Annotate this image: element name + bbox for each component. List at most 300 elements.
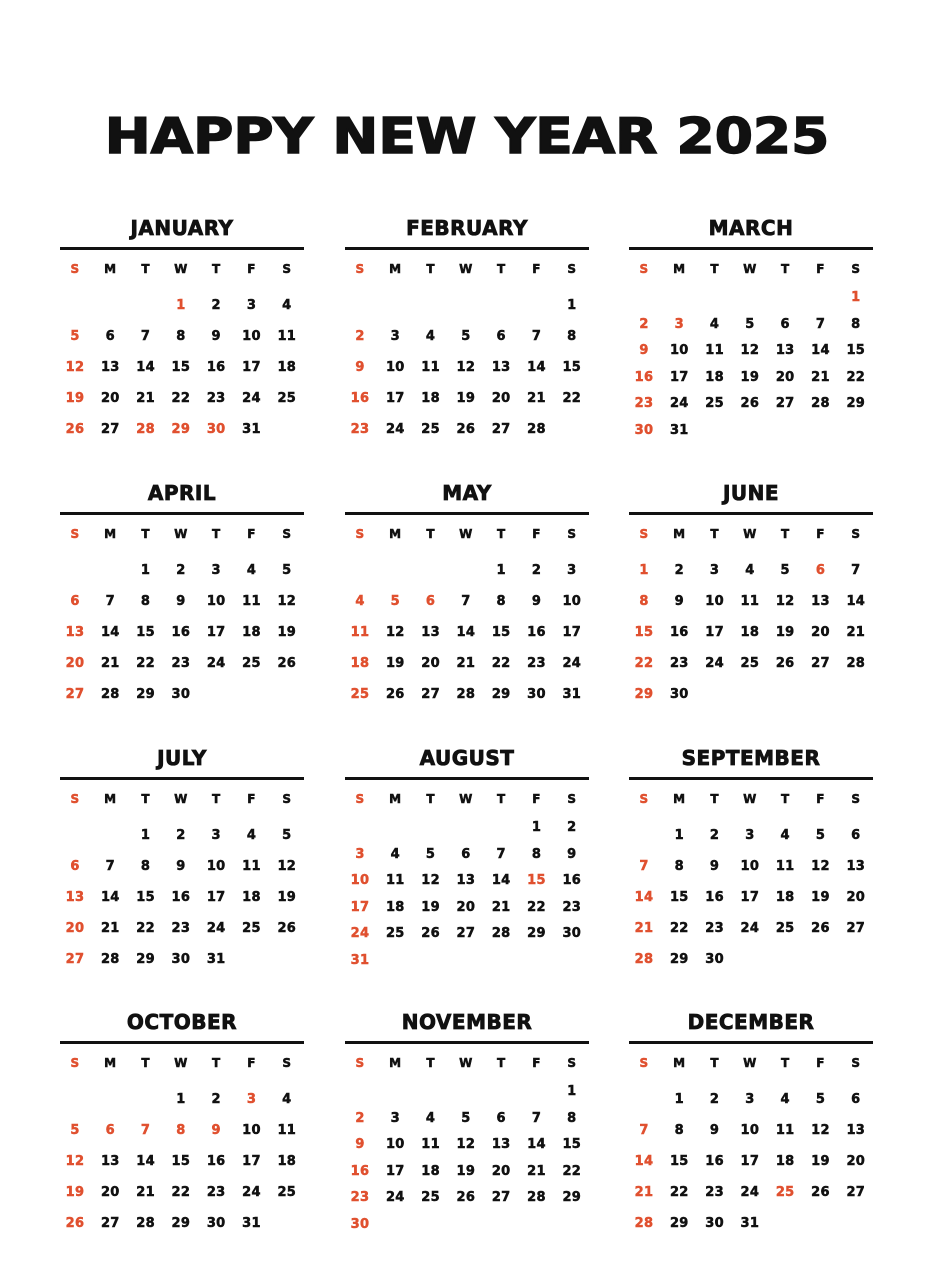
date-cell: 31 (206, 952, 226, 967)
date-cell: 24 (669, 396, 689, 411)
date-cell: 16 (171, 890, 191, 905)
divider (60, 1041, 304, 1044)
date-cell: 7 (461, 594, 471, 609)
weekday-label: T (710, 527, 719, 541)
divider (60, 247, 304, 250)
date-cell: 27 (491, 422, 511, 437)
date-cell: 5 (390, 594, 400, 609)
date-cell: 11 (277, 329, 297, 344)
date-cell: 8 (674, 859, 684, 874)
date-cell: 20 (846, 1154, 866, 1169)
date-cell: 20 (100, 391, 120, 406)
date-cell: 9 (355, 1137, 365, 1152)
date-cell: 11 (705, 343, 724, 358)
date-cell: 28 (456, 687, 476, 702)
date-cell: 28 (634, 952, 654, 967)
date-cell: 13 (65, 890, 85, 905)
date-cell: 30 (669, 687, 689, 702)
date-cell: 27 (421, 687, 440, 702)
date-cell: 23 (206, 391, 226, 406)
date-cell: 2 (211, 1092, 221, 1107)
weekday-label: T (496, 1056, 506, 1070)
date-cell: 28 (136, 1216, 155, 1231)
date-cell: 19 (421, 899, 440, 915)
date-cell: 5 (425, 846, 436, 862)
date-cell: 7 (140, 1123, 151, 1138)
date-cell: 29 (669, 1216, 689, 1231)
date-cell: 2 (176, 828, 186, 843)
weekday-label: T (780, 792, 790, 806)
date-cell: 18 (421, 1163, 440, 1179)
date-cell: 6 (105, 329, 115, 344)
date-cell: 14 (100, 625, 120, 640)
date-cell: 25 (242, 656, 261, 671)
date-cell: 9 (639, 343, 649, 358)
date-cell: 2 (674, 563, 684, 578)
date-cell: 4 (282, 1092, 292, 1107)
date-cell: 9 (709, 1123, 720, 1138)
date-cell: 1 (140, 828, 151, 843)
date-cell: 14 (136, 1154, 155, 1169)
date-cell: 22 (491, 656, 511, 671)
date-cell: 14 (136, 360, 155, 375)
month-january (60, 210, 304, 470)
date-cell: 4 (745, 563, 755, 578)
date-cell: 21 (136, 1185, 155, 1200)
date-cell: 17 (242, 360, 261, 375)
month-name: FEBRUARY (406, 216, 528, 240)
divider (629, 512, 873, 515)
date-cell: 24 (385, 1190, 405, 1205)
weekday-label: S (567, 527, 577, 541)
date-cell: 5 (745, 316, 755, 332)
weekday-label: T (211, 527, 221, 541)
weekday-label: F (247, 527, 256, 541)
weekday-label: F (816, 527, 825, 541)
weekday-label: T (211, 262, 221, 276)
weekday-label: W (459, 527, 473, 541)
weekday-label: T (426, 1056, 435, 1070)
date-cell: 15 (527, 873, 546, 888)
date-cell: 30 (206, 1216, 226, 1231)
weekday-label: T (426, 527, 435, 541)
date-cell: 28 (527, 422, 546, 437)
weekday-label: S (639, 792, 649, 806)
weekday-label: S (282, 262, 292, 276)
date-cell: 19 (65, 1185, 85, 1200)
date-cell: 19 (456, 391, 476, 406)
date-cell: 29 (171, 422, 191, 437)
date-cell: 24 (740, 1185, 760, 1200)
date-cell: 5 (461, 1110, 471, 1126)
date-cell: 25 (277, 391, 297, 406)
date-cell: 11 (385, 873, 405, 888)
month-name: NOVEMBER (401, 1010, 533, 1034)
date-cell: 20 (456, 899, 476, 915)
date-cell: 21 (100, 656, 120, 671)
date-cell: 7 (815, 316, 826, 332)
date-cell: 29 (136, 952, 155, 967)
date-cell: 24 (242, 1185, 261, 1200)
date-cell: 29 (136, 687, 155, 702)
weekday-label: W (174, 792, 188, 806)
date-cell: 13 (811, 594, 830, 609)
date-cell: 31 (242, 1216, 261, 1231)
date-cell: 16 (705, 890, 724, 905)
date-cell: 24 (206, 656, 226, 671)
date-cell: 22 (527, 899, 546, 915)
date-cell: 27 (775, 396, 795, 411)
date-cell: 27 (100, 1216, 120, 1231)
date-cell: 10 (740, 1123, 760, 1138)
month-name: SEPTEMBER (681, 746, 821, 770)
weekday-label: W (459, 1056, 473, 1070)
date-cell: 26 (277, 656, 297, 671)
date-cell: 6 (780, 316, 790, 332)
date-cell: 15 (669, 1154, 689, 1169)
date-cell: 24 (350, 926, 370, 941)
date-cell: 26 (456, 1190, 476, 1205)
date-cell: 17 (562, 625, 582, 640)
divider (629, 777, 873, 780)
date-cell: 29 (846, 396, 866, 411)
weekday-label: T (496, 527, 506, 541)
date-cell: 19 (277, 625, 297, 640)
date-cell: 14 (634, 1154, 654, 1169)
date-cell: 20 (775, 369, 795, 385)
date-cell: 17 (669, 369, 689, 385)
date-cell: 5 (282, 563, 292, 578)
date-cell: 30 (562, 926, 582, 941)
date-cell: 25 (775, 1185, 795, 1200)
date-cell: 26 (65, 422, 85, 437)
date-cell: 6 (461, 846, 471, 862)
divider (345, 777, 589, 780)
date-cell: 28 (527, 1190, 546, 1205)
weekday-label: S (851, 527, 861, 541)
month-name: JULY (157, 746, 207, 770)
date-cell: 22 (171, 1185, 191, 1200)
date-cell: 7 (639, 859, 649, 874)
date-cell: 3 (211, 828, 221, 843)
date-cell: 7 (531, 1110, 542, 1126)
weekday-label: F (532, 1056, 541, 1070)
date-cell: 1 (674, 828, 684, 843)
date-cell: 13 (491, 360, 511, 375)
month-october (60, 1004, 304, 1264)
date-cell: 14 (846, 594, 866, 609)
date-cell: 18 (775, 1154, 795, 1169)
weekday-label: W (459, 792, 473, 806)
date-cell: 1 (496, 563, 506, 578)
date-cell: 9 (176, 594, 186, 609)
date-cell: 23 (350, 422, 370, 437)
date-cell: 9 (567, 846, 577, 862)
date-cell: 30 (705, 952, 724, 967)
divider (345, 247, 589, 250)
date-cell: 21 (491, 899, 511, 915)
date-cell: 12 (385, 625, 405, 640)
date-cell: 21 (136, 391, 155, 406)
weekday-label: M (389, 1056, 402, 1070)
date-cell: 3 (211, 563, 221, 578)
date-cell: 6 (105, 1123, 115, 1138)
date-cell: 11 (277, 1123, 297, 1138)
divider (60, 777, 304, 780)
weekday-label: S (851, 1056, 861, 1070)
date-cell: 31 (669, 422, 689, 438)
date-cell: 28 (136, 422, 155, 437)
date-cell: 4 (355, 594, 365, 609)
date-cell: 30 (171, 952, 191, 967)
date-cell: 31 (350, 952, 370, 968)
date-cell: 10 (669, 343, 689, 358)
month-february (345, 210, 589, 470)
weekday-label: W (743, 1056, 757, 1070)
date-cell: 24 (705, 656, 724, 671)
date-cell: 21 (846, 625, 866, 640)
date-cell: 26 (456, 422, 476, 437)
weekday-label: M (104, 527, 117, 541)
date-cell: 22 (171, 391, 191, 406)
date-cell: 7 (851, 563, 861, 578)
date-cell: 20 (421, 656, 440, 671)
date-cell: 29 (171, 1216, 191, 1231)
date-cell: 3 (390, 1110, 400, 1126)
date-cell: 4 (780, 828, 790, 843)
date-cell: 2 (355, 1110, 365, 1126)
date-cell: 27 (811, 656, 830, 671)
date-cell: 6 (496, 1110, 506, 1126)
date-cell: 19 (277, 890, 297, 905)
date-cell: 3 (567, 563, 577, 578)
date-cell: 13 (421, 625, 440, 640)
date-cell: 8 (567, 329, 577, 344)
date-cell: 11 (242, 594, 261, 609)
date-cell: 19 (775, 625, 795, 640)
date-cell: 5 (70, 329, 80, 344)
date-cell: 10 (705, 594, 724, 609)
date-cell: 14 (527, 1137, 546, 1152)
date-cell: 22 (136, 921, 155, 936)
date-cell: 20 (491, 1163, 511, 1179)
date-cell: 15 (562, 1137, 582, 1152)
date-cell: 21 (634, 921, 654, 936)
date-cell: 3 (246, 298, 257, 313)
weekday-label: T (211, 792, 221, 806)
weekday-label: F (532, 792, 541, 806)
date-cell: 31 (740, 1216, 760, 1231)
date-cell: 7 (105, 594, 115, 609)
date-cell: 17 (740, 1154, 760, 1169)
date-cell: 8 (639, 594, 649, 609)
weekday-label: S (70, 1056, 80, 1070)
date-cell: 16 (634, 369, 654, 385)
weekday-label: T (141, 1056, 150, 1070)
date-cell: 4 (425, 1110, 436, 1126)
date-cell: 8 (140, 859, 151, 874)
date-cell: 10 (350, 873, 370, 888)
weekday-label: T (426, 792, 435, 806)
weekday-label: S (639, 1056, 649, 1070)
date-cell: 28 (634, 1216, 654, 1231)
date-cell: 2 (639, 316, 649, 332)
date-cell: 17 (242, 1154, 261, 1169)
date-cell: 12 (456, 1137, 476, 1152)
weekday-label: W (459, 262, 473, 276)
month-december (629, 1004, 873, 1264)
weekday-label: W (743, 792, 757, 806)
date-cell: 11 (740, 594, 760, 609)
date-cell: 3 (390, 329, 400, 344)
date-cell: 1 (567, 298, 577, 313)
date-cell: 23 (669, 656, 689, 671)
weekday-label: S (851, 262, 861, 276)
date-cell: 12 (277, 859, 297, 874)
date-cell: 13 (65, 625, 85, 640)
date-cell: 31 (242, 422, 261, 437)
date-cell: 1 (674, 1092, 684, 1107)
date-cell: 13 (100, 360, 120, 375)
date-cell: 4 (246, 563, 257, 578)
date-cell: 30 (705, 1216, 724, 1231)
date-cell: 22 (846, 369, 866, 385)
month-name: MARCH (708, 216, 794, 240)
date-cell: 25 (421, 422, 440, 437)
date-cell: 23 (562, 899, 582, 915)
month-april (60, 475, 304, 735)
divider (629, 1041, 873, 1044)
date-cell: 24 (562, 656, 582, 671)
date-cell: 20 (65, 656, 85, 671)
date-cell: 1 (531, 820, 542, 835)
date-cell: 12 (775, 594, 795, 609)
weekday-label: S (355, 792, 365, 806)
month-august (345, 740, 589, 1000)
date-cell: 16 (669, 625, 689, 640)
weekday-label: M (389, 262, 402, 276)
date-cell: 3 (745, 1092, 755, 1107)
date-cell: 18 (242, 890, 261, 905)
weekday-label: M (673, 1056, 686, 1070)
date-cell: 10 (562, 594, 582, 609)
date-cell: 10 (242, 1123, 261, 1138)
date-cell: 25 (775, 921, 795, 936)
weekday-label: T (211, 1056, 221, 1070)
date-cell: 28 (100, 687, 120, 702)
date-cell: 4 (246, 828, 257, 843)
weekday-label: S (567, 1056, 577, 1070)
month-march (629, 210, 873, 470)
page-title: HAPPY NEW YEAR 2025 (104, 108, 830, 165)
weekday-label: S (355, 527, 365, 541)
date-cell: 17 (705, 625, 724, 640)
date-cell: 2 (709, 828, 720, 843)
weekday-label: S (639, 527, 649, 541)
date-cell: 13 (846, 859, 866, 874)
weekday-label: S (282, 792, 292, 806)
date-cell: 8 (531, 846, 542, 862)
date-cell: 17 (206, 890, 226, 905)
date-cell: 17 (350, 899, 370, 915)
weekday-label: M (673, 262, 686, 276)
date-cell: 12 (421, 873, 440, 888)
date-cell: 11 (775, 859, 795, 874)
date-cell: 12 (65, 1154, 85, 1169)
date-cell: 6 (425, 594, 436, 609)
date-cell: 3 (674, 316, 684, 332)
date-cell: 4 (709, 316, 720, 332)
date-cell: 10 (385, 1137, 405, 1152)
date-cell: 13 (846, 1123, 866, 1138)
month-june (629, 475, 873, 735)
weekday-label: F (816, 262, 825, 276)
date-cell: 15 (171, 360, 191, 375)
weekday-label: S (851, 792, 861, 806)
date-cell: 28 (491, 926, 511, 941)
weekday-label: S (282, 527, 292, 541)
date-cell: 21 (100, 921, 120, 936)
date-cell: 5 (815, 1092, 826, 1107)
weekday-label: T (780, 527, 790, 541)
date-cell: 23 (171, 656, 191, 671)
month-november (345, 1004, 589, 1264)
date-cell: 1 (639, 563, 649, 578)
date-cell: 11 (421, 1137, 440, 1152)
date-cell: 9 (355, 360, 365, 375)
date-cell: 23 (527, 656, 546, 671)
date-cell: 16 (705, 1154, 724, 1169)
date-cell: 20 (846, 890, 866, 905)
date-cell: 23 (350, 1190, 370, 1205)
date-cell: 18 (775, 890, 795, 905)
date-cell: 26 (775, 656, 795, 671)
date-cell: 25 (350, 687, 370, 702)
date-cell: 14 (456, 625, 476, 640)
date-cell: 6 (851, 1092, 861, 1107)
date-cell: 30 (350, 1216, 370, 1232)
date-cell: 16 (206, 360, 226, 375)
date-cell: 18 (385, 899, 405, 915)
date-cell: 18 (421, 391, 440, 406)
date-cell: 15 (491, 625, 511, 640)
date-cell: 5 (815, 828, 826, 843)
date-cell: 10 (740, 859, 760, 874)
date-cell: 22 (136, 656, 155, 671)
date-cell: 5 (282, 828, 292, 843)
weekday-label: T (141, 527, 150, 541)
date-cell: 25 (242, 921, 261, 936)
date-cell: 6 (70, 859, 80, 874)
date-cell: 11 (421, 360, 440, 375)
date-cell: 12 (740, 343, 760, 358)
date-cell: 22 (669, 921, 689, 936)
date-cell: 3 (355, 846, 365, 862)
date-cell: 21 (811, 369, 830, 385)
weekday-label: T (710, 262, 719, 276)
weekday-label: W (174, 262, 188, 276)
date-cell: 8 (674, 1123, 684, 1138)
date-cell: 1 (176, 298, 186, 313)
date-cell: 23 (634, 396, 654, 411)
weekday-label: W (174, 1056, 188, 1070)
date-cell: 13 (456, 873, 476, 888)
date-cell: 26 (811, 921, 830, 936)
weekday-label: M (104, 262, 117, 276)
date-cell: 24 (206, 921, 226, 936)
date-cell: 5 (461, 329, 471, 344)
divider (629, 247, 873, 250)
